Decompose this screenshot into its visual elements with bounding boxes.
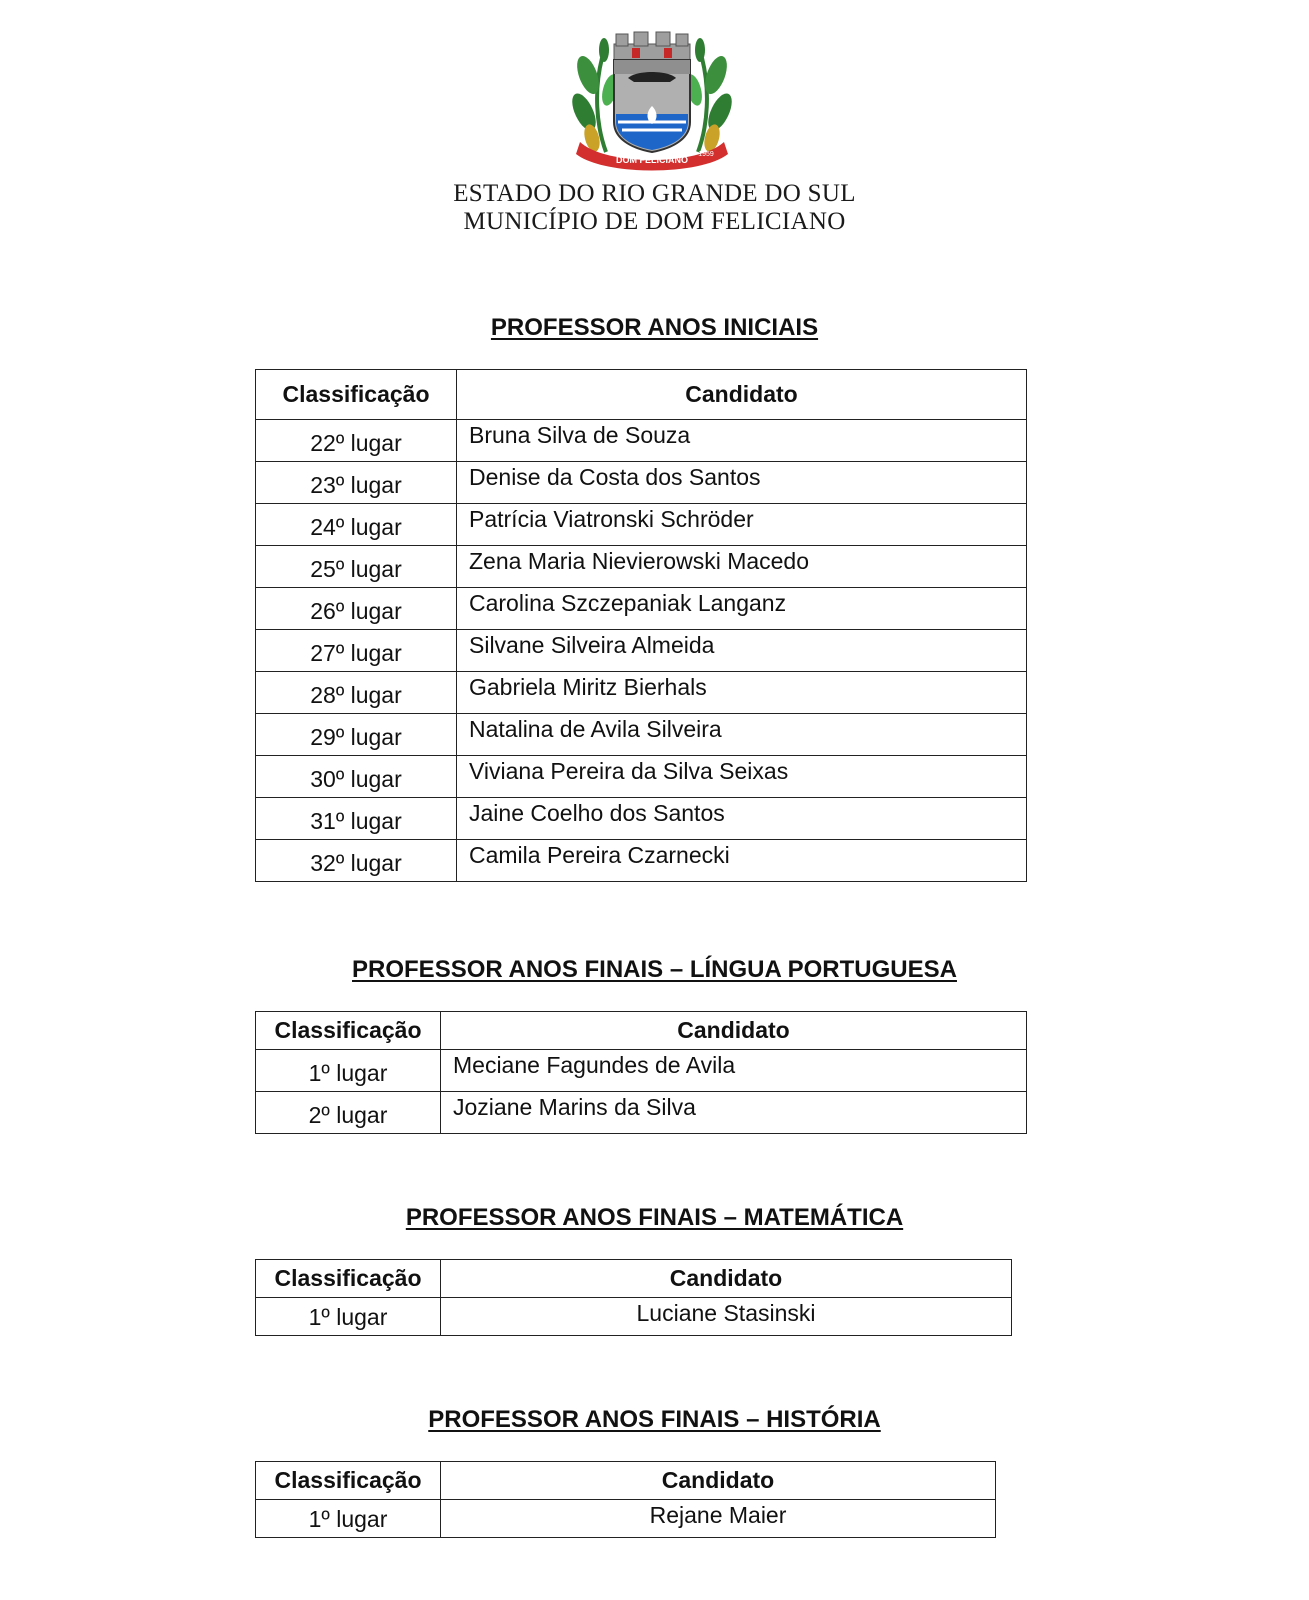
candidate-cell: Gabriela Miritz Bierhals [457, 672, 1027, 714]
ranking-table-matematica [255, 1259, 1012, 1336]
corn-right-icon [683, 38, 737, 153]
table-row [256, 1500, 996, 1538]
section-title-historia: PROFESSOR ANOS FINAIS – HISTÓRIA [428, 1406, 881, 1433]
candidate-cell: Jaine Coelho dos Santos [457, 798, 1027, 840]
candidate-cell: Zena Maria Nievierowski Macedo [457, 546, 1027, 588]
rank-cell: 27º lugar [256, 630, 457, 672]
state-heading: ESTADO DO RIO GRANDE DO SUL [453, 180, 856, 207]
candidate-cell: Camila Pereira Czarnecki [457, 840, 1027, 882]
section-title-anos-iniciais: PROFESSOR ANOS INICIAIS [490, 314, 819, 341]
rank-cell: 28º lugar [256, 672, 457, 714]
table-row [256, 714, 1027, 756]
mural-crown-icon [614, 32, 690, 60]
table-row [256, 756, 1027, 798]
rank-cell: 25º lugar [256, 546, 457, 588]
table-row [256, 1298, 1012, 1336]
candidate-cell: Viviana Pereira da Silva Seixas [457, 756, 1027, 798]
column-header-candidate: Candidato [441, 1462, 996, 1500]
rank-cell: 1º lugar [256, 1500, 441, 1538]
rank-cell: 31º lugar [256, 798, 457, 840]
municipal-crest-logo [566, 30, 738, 176]
rank-cell: 30º lugar [256, 756, 457, 798]
candidate-cell: Carolina Szczepaniak Langanz [457, 588, 1027, 630]
rank-cell: 1º lugar [256, 1298, 441, 1336]
municipality-heading: MUNICÍPIO DE DOM FELICIANO [463, 208, 846, 235]
rank-cell: 32º lugar [256, 840, 457, 882]
shield-icon [614, 60, 690, 152]
candidate-cell: Natalina de Avila Silveira [457, 714, 1027, 756]
rank-cell: 24º lugar [256, 504, 457, 546]
table-row [256, 798, 1027, 840]
rank-cell: 2º lugar [256, 1092, 441, 1134]
rank-cell: 29º lugar [256, 714, 457, 756]
table-row [256, 630, 1027, 672]
crest-banner-text: DOM FELICIANO [616, 155, 688, 165]
candidate-cell: Rejane Maier [441, 1500, 996, 1538]
table-row [256, 1092, 1027, 1134]
table-row [256, 840, 1027, 882]
rank-cell: 1º lugar [256, 1050, 441, 1092]
candidate-cell: Luciane Stasinski [441, 1298, 1012, 1336]
table-header-row [256, 370, 1027, 420]
column-header-candidate: Candidato [441, 1012, 1027, 1050]
column-header-rank: Classificação [256, 1012, 441, 1050]
candidate-cell: Joziane Marins da Silva [441, 1092, 1027, 1134]
table-header-row [256, 1012, 1027, 1050]
table-header-row [256, 1260, 1012, 1298]
rank-cell: 23º lugar [256, 462, 457, 504]
table-row [256, 588, 1027, 630]
table-row [256, 1050, 1027, 1092]
table-row [256, 420, 1027, 462]
column-header-rank: Classificação [256, 1462, 441, 1500]
column-header-rank: Classificação [256, 1260, 441, 1298]
candidate-cell: Bruna Silva de Souza [457, 420, 1027, 462]
ranking-table-lingua-portuguesa [255, 1011, 1027, 1134]
section-title-lingua-portuguesa: PROFESSOR ANOS FINAIS – LÍNGUA PORTUGUESA [352, 956, 957, 983]
table-header-row [256, 1462, 996, 1500]
section-title-matematica: PROFESSOR ANOS FINAIS – MATEMÁTICA [405, 1204, 904, 1231]
column-header-candidate: Candidato [441, 1260, 1012, 1298]
table-row [256, 462, 1027, 504]
crest-year-text: 1959 [698, 151, 714, 158]
table-row [256, 546, 1027, 588]
candidate-cell: Meciane Fagundes de Avila [441, 1050, 1027, 1092]
ranking-table-historia [255, 1461, 996, 1538]
rank-cell: 22º lugar [256, 420, 457, 462]
candidate-cell: Denise da Costa dos Santos [457, 462, 1027, 504]
corn-left-icon [567, 38, 621, 153]
ranking-table-anos-iniciais [255, 369, 1027, 882]
rank-cell: 26º lugar [256, 588, 457, 630]
candidate-cell: Patrícia Viatronski Schröder [457, 504, 1027, 546]
candidate-cell: Silvane Silveira Almeida [457, 630, 1027, 672]
column-header-candidate: Candidato [457, 370, 1027, 420]
table-row [256, 672, 1027, 714]
table-row [256, 504, 1027, 546]
column-header-rank: Classificação [256, 370, 457, 420]
